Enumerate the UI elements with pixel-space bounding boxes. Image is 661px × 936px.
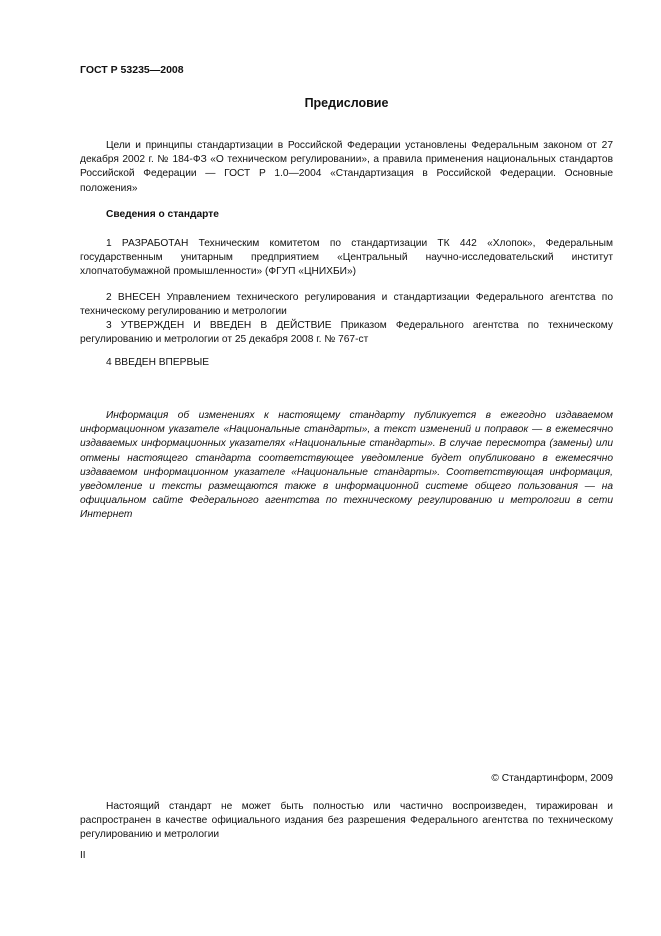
reproduction-notice: Настоящий стандарт не может быть полностью или частично воспроизведен, тиражирован и распространен в качестве официального издания без разрешения Федерального агентства по техническому регулированию и метрологии (80, 801, 613, 841)
amendment-info-paragraph: Информация об изменениях к настоящему стандарту публикуется в ежегодно издаваемом информационном указателе «Национальные стандарты», а текст изменений и поправок — в ежемесячно издаваемых информационных указателях «Национальные стандарты». В случае пересмотра (замены) или отмены настоящего стандарта соответствующее уведомление будет опубликовано в ежемесячно издаваемом информационном указателе «Национальные стандарты». Соответствующая информация, уведомление и тексты размещаются также в информационной системе общего пользования — на официальном сайте Федерального агентства по техническому регулированию и метрологии в сети Интернет (80, 410, 613, 521)
item-introduced: 2 ВНЕСЕН Управлением технического регулирования и стандартизации Федерального агентства по техническому регулированию и метрологии (80, 292, 613, 318)
page-title: Предисловие (304, 96, 389, 110)
copyright-notice: © Стандартинформ, 2009 (491, 773, 613, 784)
page-number: II (80, 850, 86, 861)
intro-paragraph: Цели и принципы стандартизации в Российской Федерации установлены Федеральным законом от 27 декабря 2002 г. № 184-ФЗ «О техническом регулировании», а правила применения национальных стандартов Российской Федерации — ГОСТ Р 1.0—2004 «Стандартизация в Российской Федерации. Основные положения» (80, 140, 613, 194)
info-heading: Сведения о стандарте (106, 209, 219, 220)
item-developed: 1 РАЗРАБОТАН Техническим комитетом по стандартизации ТК 442 «Хлопок», Федеральным государственным унитарным предприятием «Центральный научно-исследовательский институт хлопчатобумажной промышленности» (ФГУП «ЦНИХБИ») (80, 238, 613, 278)
item-first-introduced: 4 ВВЕДЕН ВПЕРВЫЕ (106, 357, 210, 368)
item-approved: 3 УТВЕРЖДЕН И ВВЕДЕН В ДЕЙСТВИЕ Приказом Федерального агентства по техническому регулированию и метрологии от 25 декабря 2008 г. № 767-ст (80, 320, 613, 346)
standard-code: ГОСТ Р 53235—2008 (80, 64, 184, 76)
